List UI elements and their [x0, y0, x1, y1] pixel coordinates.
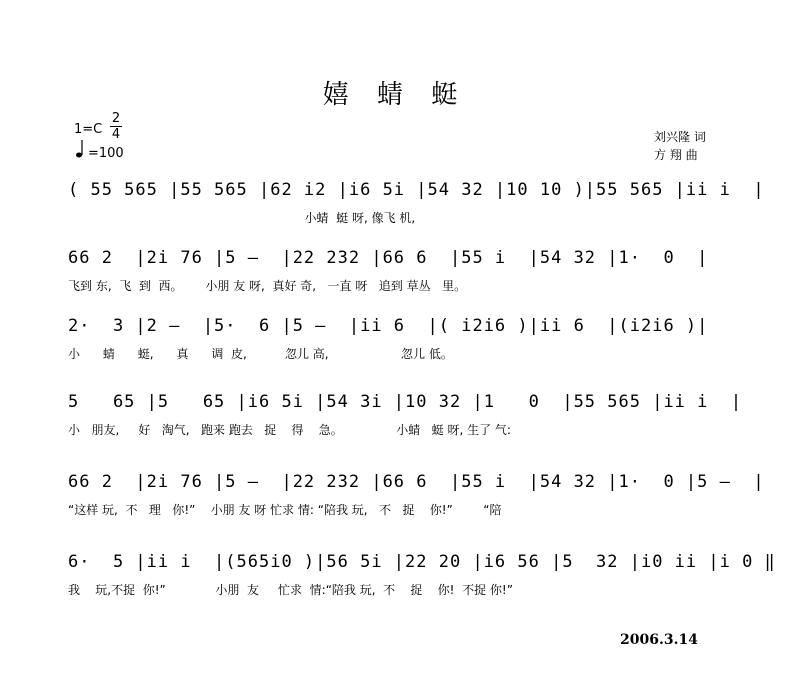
notation-line: ( 55 565 |55 565 |62 i2 |i6 5i |54 32 |10 10 )|55 565 |ii i |: [68, 180, 765, 200]
notation-line: 2· 3 |2 – |5· 6 |5 – |ii 6 |( i2i6 )|ii 6 |(i2i6 )|: [68, 316, 709, 336]
notation-line: 6· 5 |ii i |(565i0 )|56 5i |22 20 |i6 56 |5 32 |i0 ii |i 0 ‖: [68, 552, 776, 572]
lyric-line: 我 玩,不捉 你!” 小朋 友 忙求 情:“陪我 玩, 不 捉 你! 不捉 你!”: [68, 583, 513, 597]
lyric-line: 小蜻 蜓 呀, 像飞 机,: [68, 211, 416, 225]
key-signature: 1=C: [74, 122, 103, 137]
composer-credit: 方 翔 曲: [654, 148, 698, 162]
notation-line: 66 2 |2i 76 |5 – |22 232 |66 6 |55 i |54 32 |1· 0 |: [68, 248, 709, 268]
song-title: 嬉 蜻 蜓: [322, 80, 468, 110]
lyricist-credit: 刘兴隆 词: [654, 130, 706, 144]
lyric-line: 小 蜻 蜓, 真 调 皮, 忽儿 高, 忽儿 低。: [68, 347, 453, 361]
tempo-marking: =100: [88, 146, 124, 161]
time-signature: [110, 112, 122, 141]
time-signature-top: 2: [111, 111, 121, 126]
notation-line: 5 65 |5 65 |i6 5i |54 3i |10 32 |1 0 |55 565 |ii i |: [68, 392, 743, 412]
quarter-note-icon: [76, 140, 83, 158]
lyric-line: 飞到 东, 飞 到 西。 小朋 友 呀, 真好 奇, 一直 呀 追到 草丛 里。: [68, 279, 467, 293]
composition-date: 2006.3.14: [620, 632, 698, 648]
time-signature-bottom: 4: [111, 127, 121, 142]
notation-line: 66 2 |2i 76 |5 – |22 232 |66 6 |55 i |54 32 |1· 0 |5 – |: [68, 472, 765, 492]
lyric-line: “这样 玩, 不 理 你!” 小朋 友 呀 忙求 情: “陪我 玩, 不 捉 你!” “陪: [68, 503, 502, 517]
lyric-line: 小 朋友, 好 淘气, 跑来 跑去 捉 得 急。 小蜻 蜓 呀, 生了 气:: [68, 423, 511, 437]
